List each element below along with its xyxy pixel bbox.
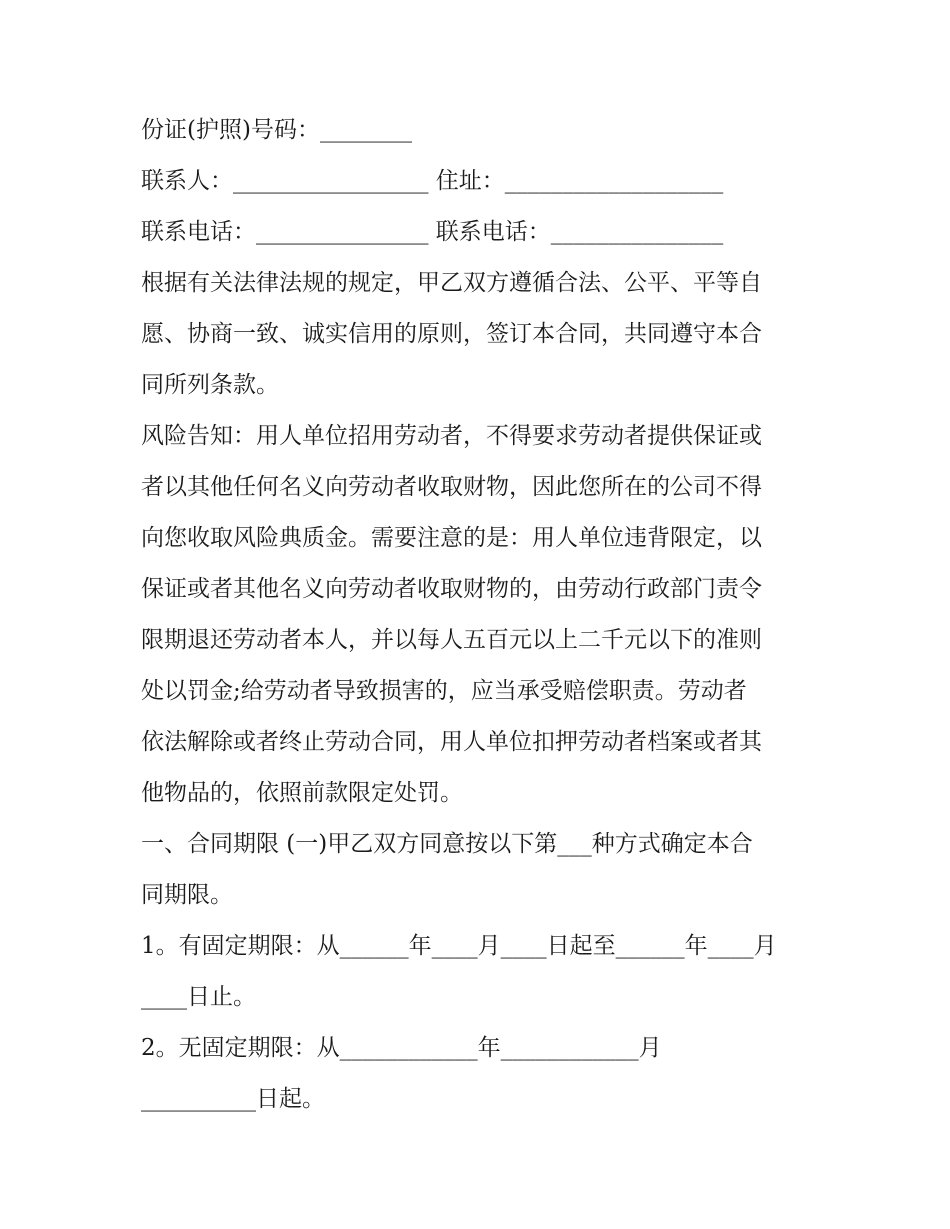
risk-notice-line: 限期退还劳动者本人，并以每人五百元以上二千元以下的准则: [141, 627, 762, 653]
fixed-term-line: ____日止。: [141, 984, 256, 1010]
risk-notice-line: 处以罚金;给劳动者导致损害的，应当承受赔偿职责。劳动者: [141, 678, 747, 704]
contact-address-line: 联系人：_________________ 住址：___________________: [141, 168, 724, 194]
phone-line: 联系电话：_______________ 联系电话：_______________: [141, 219, 724, 245]
contract-term-heading: 同期限。: [141, 882, 233, 908]
paragraph-line: 根据有关法律法规的规定，甲乙双方遵循合法、公平、平等自: [141, 270, 762, 296]
risk-notice-line: 向您收取风险典质金。需要注意的是：用人单位违背限定，以: [141, 525, 762, 551]
open-term-line: __________日起。: [141, 1086, 325, 1112]
risk-notice-line: 保证或者其他名义向劳动者收取财物的，由劳动行政部门责令: [141, 576, 762, 602]
fixed-term-line: 1。有固定期限：从______年____月____日起至______年____月: [141, 933, 777, 959]
id-number-line: 份证(护照)号码：________: [141, 117, 412, 143]
risk-notice-line: 他物品的，依照前款限定处罚。: [141, 780, 463, 806]
paragraph-line: 愿、协商一致、诚实信用的原则，签订本合同，共同遵守本合: [141, 321, 762, 347]
contract-term-heading: 一、合同期限 (一)甲乙双方同意按以下第___种方式确定本合: [141, 831, 753, 857]
paragraph-line: 同所列条款。: [141, 372, 279, 398]
risk-notice-line: 者以其他任何名义向劳动者收取财物，因此您所在的公司不得: [141, 474, 762, 500]
open-term-line: 2。无固定期限：从____________年____________月: [141, 1035, 662, 1061]
risk-notice-line: 依法解除或者终止劳动合同，用人单位扣押劳动者档案或者其: [141, 729, 762, 755]
risk-notice-line: 风险告知：用人单位招用劳动者，不得要求劳动者提供保证或: [141, 423, 762, 449]
document-body: [141, 105, 811, 1125]
